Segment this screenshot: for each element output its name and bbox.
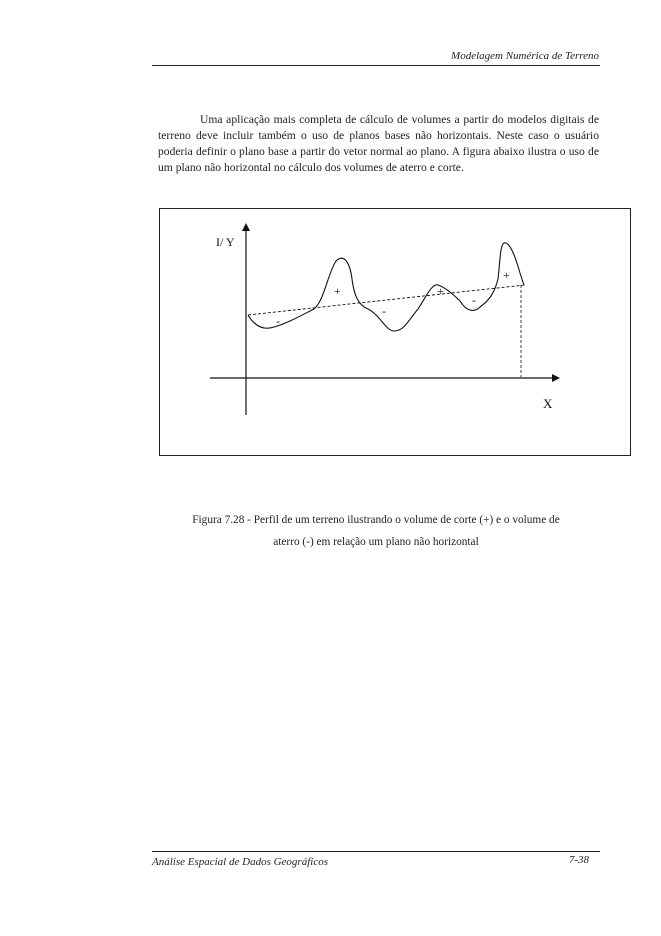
footer-book-title: Análise Espacial de Dados Geográficos bbox=[152, 856, 328, 868]
x-axis-label: X bbox=[543, 396, 553, 411]
sign-label-plus: + bbox=[334, 284, 341, 298]
caption-line-2: aterro (-) em relação um plano não horizontal bbox=[273, 536, 479, 548]
terrain-profile-curve bbox=[248, 243, 524, 331]
sign-label-minus: - bbox=[472, 293, 476, 307]
sign-label-plus: + bbox=[503, 268, 510, 282]
figure-frame bbox=[159, 208, 631, 456]
running-header-title: Modelagem Numérica de Terreno bbox=[451, 50, 599, 62]
figure-caption bbox=[152, 509, 600, 553]
caption-line-1: Figura 7.28 - Perfil de um terreno ilustrando o volume de corte (+) e o volume de bbox=[192, 514, 560, 526]
footer-rule bbox=[152, 851, 600, 852]
terrain-profile-figure bbox=[160, 209, 632, 457]
y-axis-label: I/ Y bbox=[216, 235, 235, 249]
header-rule bbox=[152, 65, 600, 66]
sign-label-plus: + bbox=[437, 284, 444, 298]
base-plane-line bbox=[248, 285, 525, 315]
sign-label-minus: - bbox=[276, 314, 280, 328]
body-paragraph: Uma aplicação mais completa de cálculo de volumes a partir do modelos digitais de terreno deve incluir também o uso de planos bases não horizontais. Neste caso o usuário poderia definir o plano base a partir do vetor normal ao plano. A figura abaixo ilustra o uso de um plano não horizontal no cálculo dos volumes de aterro e corte. bbox=[158, 113, 599, 174]
page-number: 7-38 bbox=[568, 854, 589, 866]
sign-label-minus: - bbox=[382, 304, 386, 318]
